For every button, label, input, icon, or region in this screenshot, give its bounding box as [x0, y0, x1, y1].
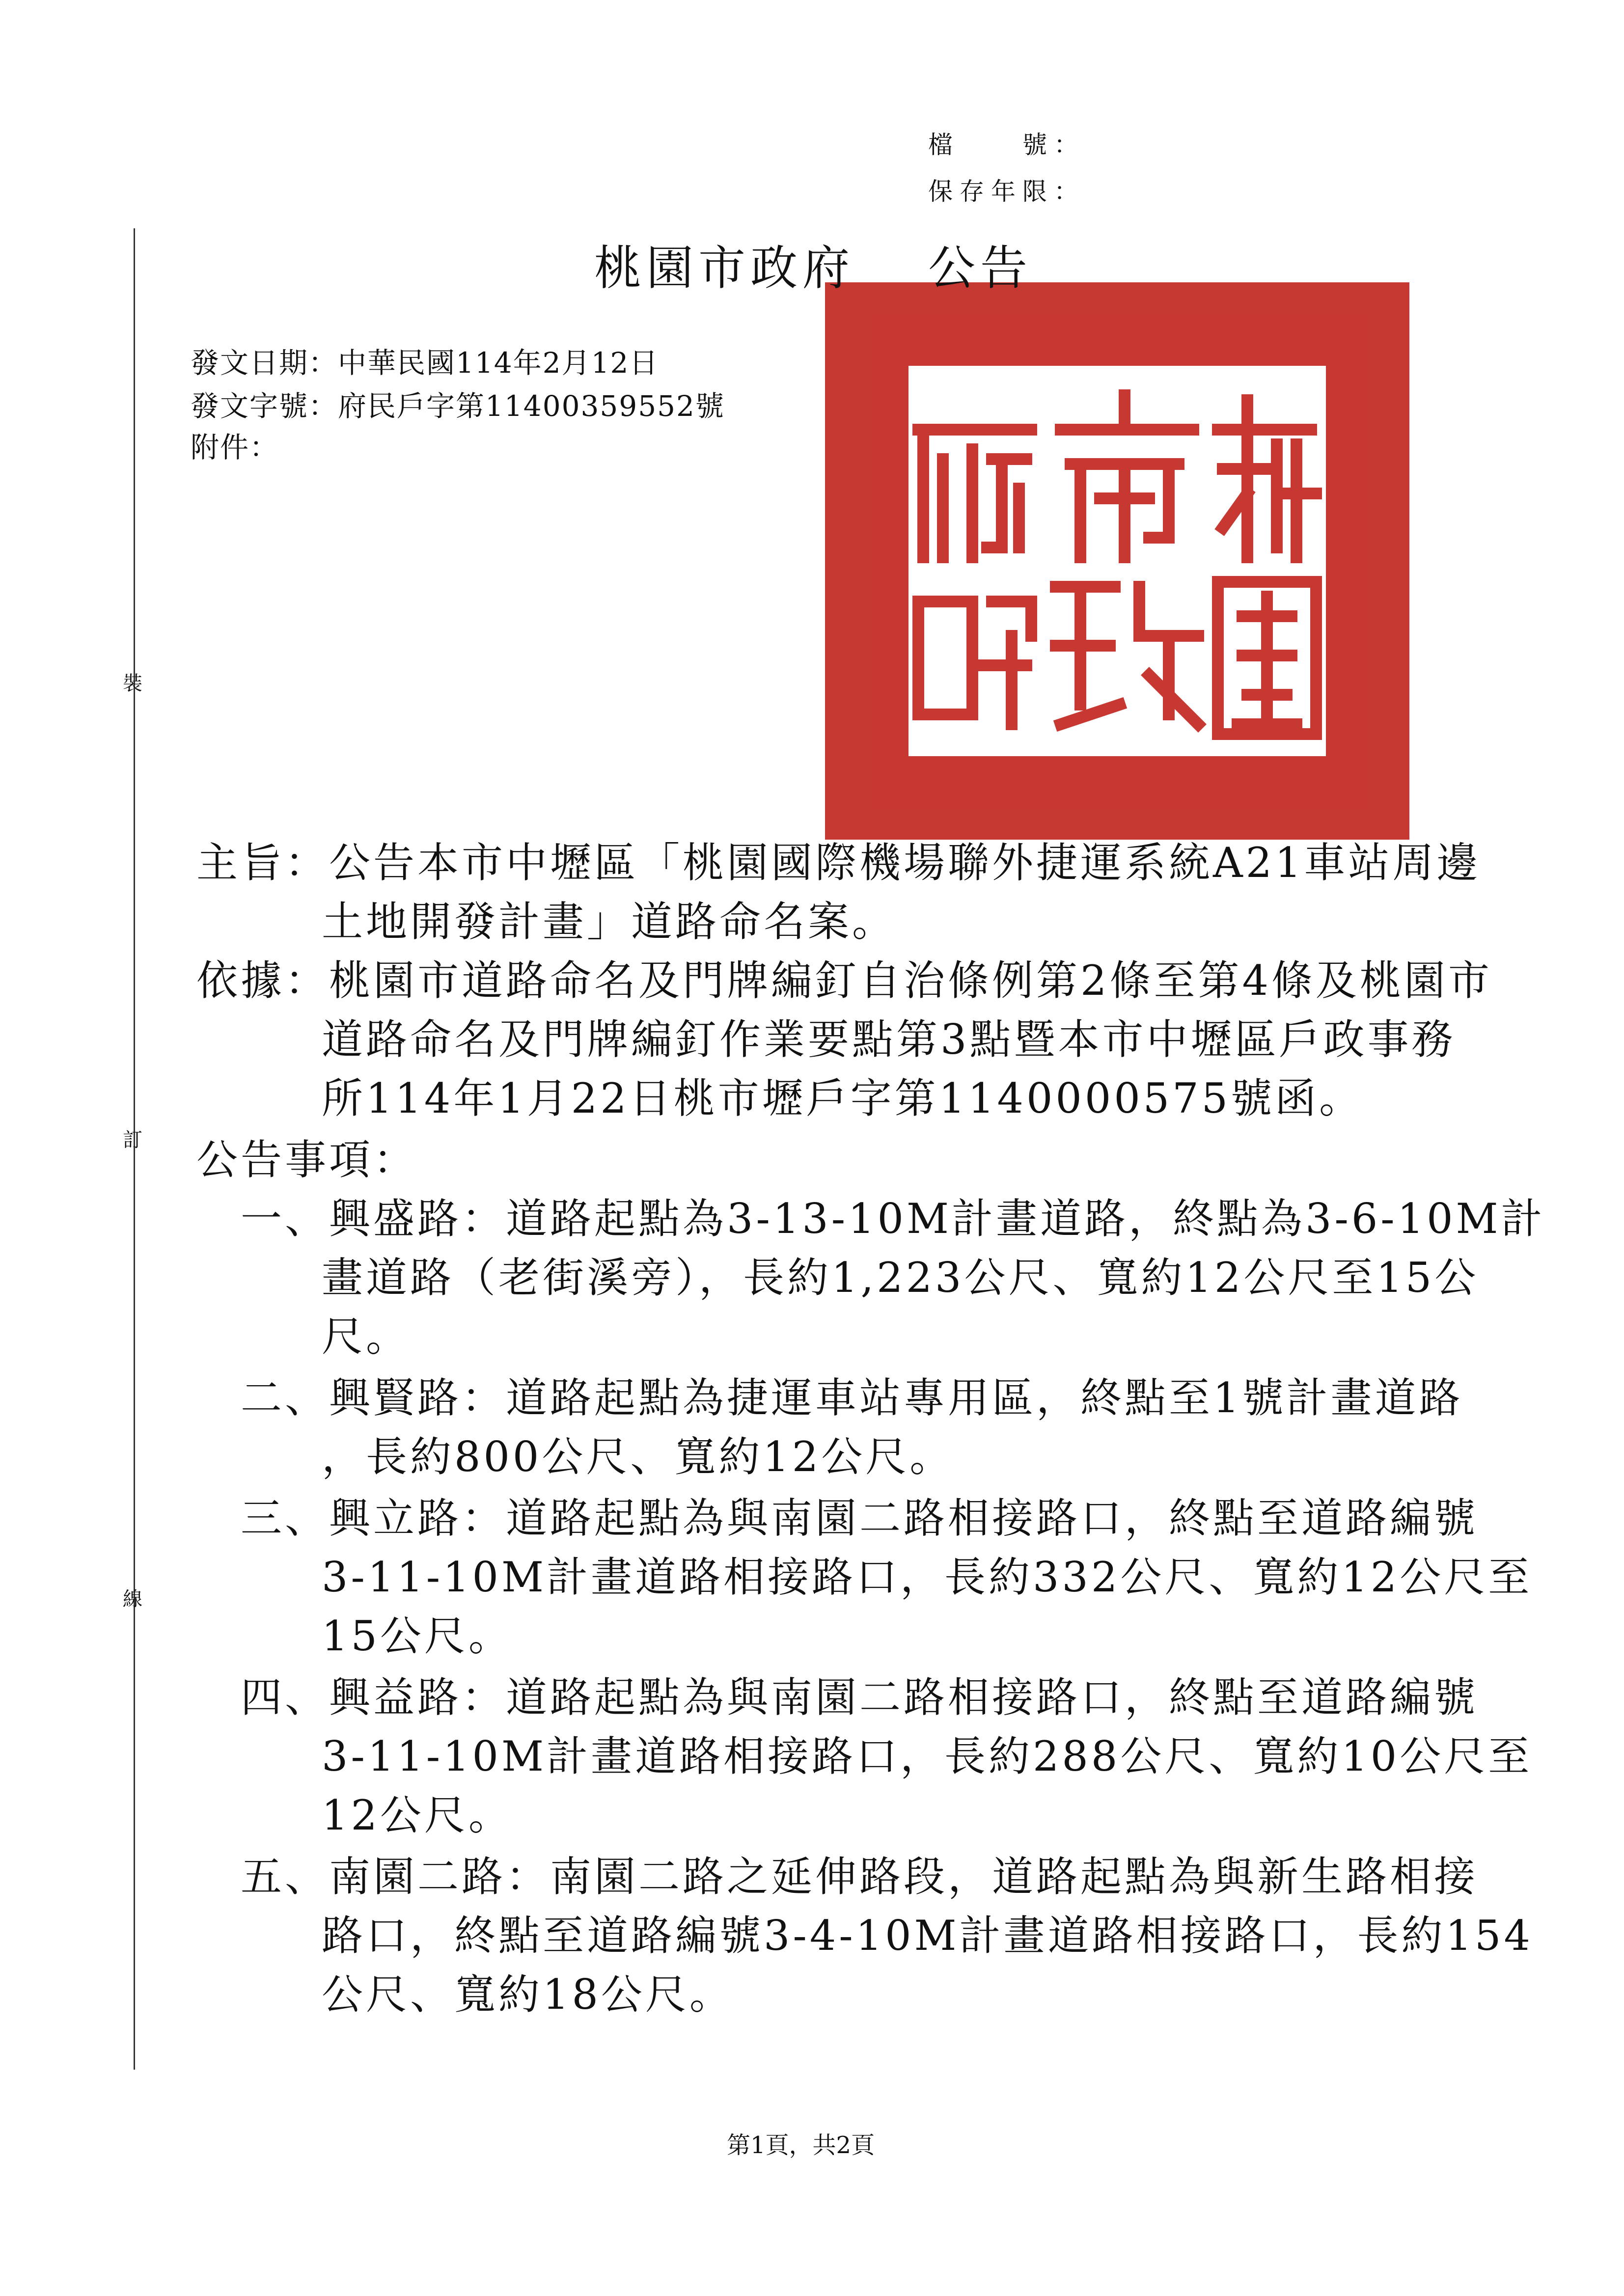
notice-item-line: 3-11-10M計畫道路相接路口，長約288公尺、寬約10公尺至 — [322, 1732, 1533, 1780]
notice-item-line: 12公尺。 — [322, 1791, 513, 1839]
notice-item-line: 公尺、寬約18公尺。 — [322, 1970, 734, 2019]
notice-item-line: ，長約800公尺、寬約12公尺。 — [322, 1433, 954, 1481]
document-type: 公告 — [928, 241, 1032, 296]
seal-graphic — [825, 282, 1409, 840]
binding-mark-zhuang: 裝 — [123, 672, 142, 695]
issuing-agency: 桃園市政府 — [594, 241, 854, 296]
notice-item-line: 尺。 — [322, 1312, 411, 1361]
subject-line: 土地開發計畫」道路命名案。 — [322, 898, 897, 946]
notice-item-line: 三、興立路：道路起點為與南園二路相接路口，終點至道路編號 — [241, 1494, 1479, 1542]
notice-item-line: 15公尺。 — [322, 1612, 513, 1660]
basis-line: 所114年1月22日桃市壢戶字第1140000575號函。 — [322, 1074, 1364, 1122]
notice-item-line: 二、興賢路：道路起點為捷運車站專用區，終點至1號計畫道路 — [241, 1374, 1463, 1422]
file-number-label: 檔 號： — [928, 131, 1085, 159]
binding-mark-ding: 訂 — [123, 1129, 142, 1151]
notice-heading: 公告事項： — [196, 1136, 418, 1184]
document-title — [594, 231, 1032, 298]
basis-line: 道路命名及門牌編釘作業要點第3點暨本市中壢區戶政事務 — [322, 1015, 1456, 1064]
notice-item-line: 一、興盛路：道路起點為3-13-10M計畫道路，終點為3-6-10M計 — [241, 1195, 1545, 1243]
notice-item-line: 畫道路（老街溪旁），長約1,223公尺、寬約12公尺至15公 — [322, 1254, 1479, 1302]
page-indicator: 第1頁，共2頁 — [727, 2132, 875, 2159]
binding-mark-xian: 線 — [123, 1588, 142, 1611]
notice-item-line: 路口，終點至道路編號3-4-10M計畫道路相接路口，長約154 — [322, 1912, 1533, 1960]
document-number: 發文字號：府民戶字第11400359552號 — [191, 389, 725, 423]
official-seal — [825, 282, 1409, 840]
issue-date: 發文日期：中華民國114年2月12日 — [191, 346, 659, 380]
notice-item-line: 五、南園二路：南園二路之延伸路段，道路起點為與新生路相接 — [241, 1853, 1479, 1901]
basis-line: 依據：桃園市道路命名及門牌編釘自治條例第2條至第4條及桃園市 — [196, 957, 1492, 1005]
subject-line: 主旨：公告本市中壢區「桃園國際機場聯外捷運系統A21車站周邊 — [196, 839, 1481, 887]
retention-period-label: 保存年限： — [928, 177, 1085, 206]
attachment-label: 附件： — [191, 431, 279, 464]
notice-item-line: 四、興益路：道路起點為與南園二路相接路口，終點至道路編號 — [241, 1673, 1479, 1722]
notice-item-line: 3-11-10M計畫道路相接路口，長約332公尺、寬約12公尺至 — [322, 1553, 1533, 1601]
